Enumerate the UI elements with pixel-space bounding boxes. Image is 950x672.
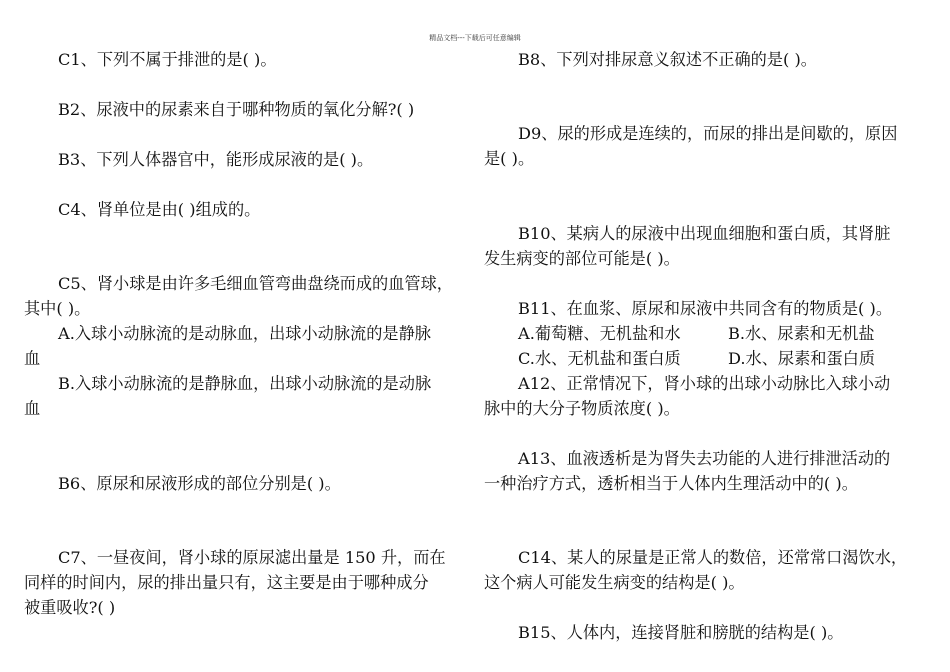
question-text: A13、血液透析是为肾失去功能的人进行排泄活动的 [518, 449, 891, 468]
option-b: B.水、尿素和无机盐 [728, 324, 875, 343]
question-text: 是( )。 [484, 149, 535, 168]
question-text: B6、原尿和尿液形成的部位分别是( )。 [58, 474, 341, 493]
question-b15 [484, 620, 926, 645]
question-text: A12、正常情况下，肾小球的出球小动脉比入球小动 [518, 374, 891, 393]
option-d: D.水、尿素和蛋白质 [728, 349, 876, 368]
options-row-ab [518, 321, 926, 346]
option-b-cont: 血 [24, 399, 41, 418]
question-text: 被重吸收?( ) [24, 598, 116, 617]
option-a: A.葡萄糖、无机盐和水 [518, 324, 681, 343]
question-c7 [24, 545, 472, 620]
question-text: C14、某人的尿量是正常人的数倍，还常常口渴饮水， [518, 548, 908, 567]
question-text: 一种治疗方式，透析相当于人体内生理活动中的( )。 [484, 474, 858, 493]
question-text: B10、某病人的尿液中出现血细胞和蛋白质，其肾脏 [518, 224, 891, 243]
question-text: C5、肾小球是由许多毛细血管弯曲盘绕而成的血管球， [58, 274, 453, 293]
question-b6 [24, 471, 472, 496]
question-a12 [484, 371, 926, 421]
page-header: 精品文档---下载后可任意编辑 [429, 34, 521, 42]
question-text: B3、下列人体器官中，能形成尿液的是( )。 [58, 150, 374, 169]
option-a: A.入球小动脉流的是动脉血，出球小动脉流的是静脉 [58, 324, 431, 343]
question-c14 [484, 545, 926, 595]
question-b8 [484, 47, 926, 72]
question-text: B8、下列对排尿意义叙述不正确的是( )。 [518, 50, 817, 69]
question-c1 [24, 47, 472, 72]
question-text: 发生病变的部位可能是( )。 [484, 249, 680, 268]
question-a13 [484, 446, 926, 496]
question-b10 [484, 221, 926, 271]
question-text: C1、下列不属于排泄的是( )。 [58, 50, 277, 69]
question-b11 [484, 296, 926, 321]
question-text: D9、尿的形成是连续的，而尿的排出是间歇的，原因 [518, 124, 898, 143]
option-a-cont: 血 [24, 349, 41, 368]
question-text: B15、人体内，连接肾脏和膀胱的结构是( )。 [518, 623, 844, 642]
question-text: 其中( )。 [24, 299, 91, 318]
option-b: B.入球小动脉流的是静脉血，出球小动脉流的是动脉 [58, 374, 432, 393]
question-text: C4、肾单位是由( )组成的。 [58, 200, 261, 219]
question-b3 [24, 147, 472, 172]
option-c: C.水、无机盐和蛋白质 [518, 349, 681, 368]
question-d9 [484, 121, 926, 171]
question-c5 [24, 271, 472, 421]
question-c4 [24, 197, 472, 222]
question-text: B2、尿液中的尿素来自于哪种物质的氧化分解?( ) [58, 100, 415, 119]
question-text: 这个病人可能发生病变的结构是( )。 [484, 573, 745, 592]
question-text: C7、一昼夜间，肾小球的原尿滤出量是 150 升，而在 [58, 548, 446, 567]
question-text: 同样的时间内，尿的排出量只有，这主要是由于哪种成分 [24, 573, 429, 592]
options-row-cd [518, 346, 926, 371]
question-b2 [24, 97, 472, 122]
question-text: B11、在血浆、原尿和尿液中共同含有的物质是( )。 [518, 299, 893, 318]
question-text: 脉中的大分子物质浓度( )。 [484, 399, 680, 418]
